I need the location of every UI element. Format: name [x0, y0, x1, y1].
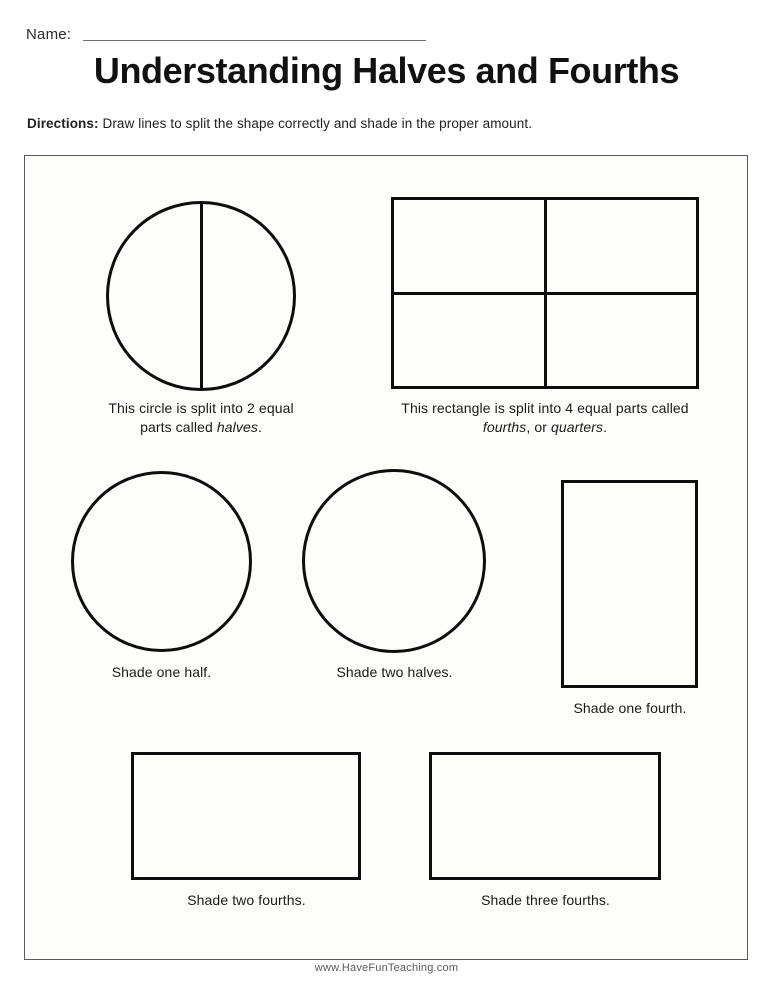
directions [27, 116, 532, 131]
caption-line-1: This rectangle is split into 4 equal parts called [401, 400, 689, 416]
caption-circle-halved [81, 399, 321, 437]
rectangle-outline [429, 752, 661, 880]
caption-term-halves: halves [216, 419, 258, 435]
caption-term-quarters: quarters [550, 419, 604, 435]
caption-shade-two-halves: Shade two halves. [336, 664, 453, 680]
caption-line-1: This circle is split into 2 equal [108, 400, 294, 416]
rectangle-outline [561, 480, 698, 688]
caption-shade-three-fourths: Shade three fourths. [481, 892, 610, 908]
footer-website[interactable]: www.HaveFunTeaching.com [314, 962, 459, 974]
name-field-row [26, 20, 426, 44]
caption-shade-one-fourth: Shade one fourth. [573, 700, 687, 716]
circle-vertical-divider [200, 204, 203, 388]
shape-rectangle-quartered[interactable] [391, 197, 699, 389]
circle-outline [71, 471, 252, 652]
page-title: Understanding Halves and Fourths [93, 50, 680, 91]
shape-rectangle-shade-three-fourths[interactable] [429, 752, 661, 880]
rectangle-outline [391, 197, 699, 389]
caption-line-2-suffix: . [257, 419, 262, 435]
name-write-in-line[interactable] [83, 39, 426, 41]
worksheet-panel [24, 155, 748, 960]
caption-shade-one-half: Shade one half. [111, 664, 212, 680]
caption-term-fourths: fourths [482, 419, 527, 435]
directions-text: Draw lines to split the shape correctly and shade in the proper amount. [102, 116, 533, 131]
shape-rectangle-shade-one-fourth[interactable] [561, 480, 698, 688]
circle-outline [106, 201, 296, 391]
rectangle-horizontal-divider [394, 292, 696, 295]
circle-outline [302, 469, 486, 653]
shape-rectangle-shade-two-fourths[interactable] [131, 752, 361, 880]
rectangle-outline [131, 752, 361, 880]
shape-circle-shade-two-halves[interactable] [302, 469, 486, 653]
caption-line-2-middle: , or [526, 419, 551, 435]
caption-line-2-prefix: parts called [140, 419, 217, 435]
directions-label: Directions: [27, 116, 99, 131]
name-label: Name: [26, 26, 72, 43]
shape-circle-shade-one-half[interactable] [71, 471, 252, 652]
caption-shade-two-fourths: Shade two fourths. [187, 892, 306, 908]
caption-line-2-suffix: . [603, 419, 608, 435]
caption-rectangle-quartered [373, 399, 717, 437]
shape-circle-halved[interactable] [106, 201, 296, 391]
